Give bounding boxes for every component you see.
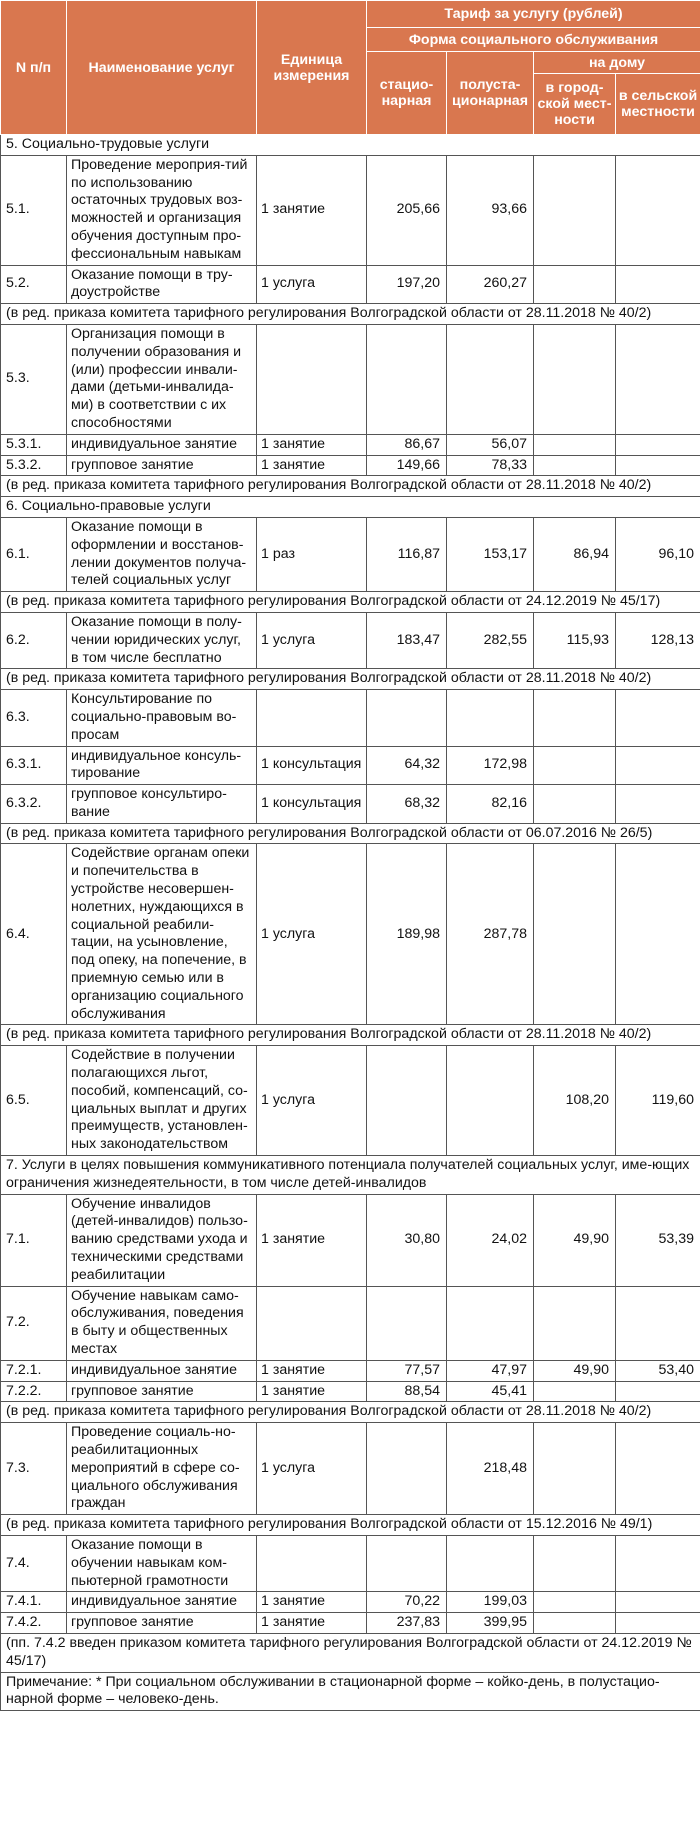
service-code: 7.4.: [1, 1535, 67, 1591]
semistationary-price: [447, 1046, 534, 1156]
amendment-note: (в ред. приказа комитета тарифного регулирования Волгоградской области от 15.12.2016 № 49/1): [1, 1515, 700, 1536]
rural-price: [616, 1423, 700, 1515]
urban-price: [534, 844, 616, 1025]
urban-price: [534, 1381, 616, 1402]
urban-price: [534, 690, 616, 746]
table-row: [1, 1535, 700, 1591]
service-code: 7.2.: [1, 1286, 67, 1360]
service-name: Оказание помощи в обучении навыкам ком-пьютерной грамотности: [67, 1535, 257, 1591]
service-name: групповое занятие: [67, 1613, 257, 1634]
service-name: индивидуальное занятие: [67, 1360, 257, 1381]
rural-price: [616, 746, 700, 785]
rural-price: [616, 1592, 700, 1613]
rural-price: [616, 455, 700, 476]
table-row: [1, 612, 700, 668]
urban-price: [534, 1535, 616, 1591]
rural-price: [616, 324, 700, 434]
amendment-note: (пп. 7.4.2 введен приказом комитета тарифного регулирования Волгоградской области от 24.12.2019 № 45/17): [1, 1633, 700, 1672]
service-code: 6.3.1.: [1, 746, 67, 785]
service-code: 7.2.2.: [1, 1381, 67, 1402]
service-unit: 1 услуга: [257, 265, 367, 304]
note-row: [1, 669, 700, 690]
section-row: [1, 135, 700, 156]
table-body: [1, 135, 700, 1711]
section-title: 5. Социально-трудовые услуги: [1, 135, 700, 156]
service-name: Проведение социаль-но-реабилитационных мероприятий в сфере со-циального обслуживания граждан: [67, 1423, 257, 1515]
service-unit: 1 услуга: [257, 844, 367, 1025]
semistationary-price: 218,48: [447, 1423, 534, 1515]
note-row: [1, 304, 700, 325]
service-unit: [257, 1286, 367, 1360]
rural-price: 96,10: [616, 517, 700, 591]
semistationary-price: 199,03: [447, 1592, 534, 1613]
service-name: групповое занятие: [67, 455, 257, 476]
note-row: [1, 476, 700, 497]
stationary-price: [367, 690, 447, 746]
semistationary-price: 282,55: [447, 612, 534, 668]
table-row: [1, 1194, 700, 1286]
rural-price: [616, 785, 700, 824]
service-unit: 1 занятие: [257, 1592, 367, 1613]
service-code: 6.1.: [1, 517, 67, 591]
header-tariff: Тариф за услугу (рублей): [367, 1, 700, 28]
header-at-home: на дому: [534, 52, 700, 74]
urban-price: 115,93: [534, 612, 616, 668]
stationary-price: [367, 324, 447, 434]
header-unit: Единица измерения: [257, 1, 367, 135]
section-row: [1, 497, 700, 518]
section-row: [1, 1156, 700, 1195]
semistationary-price: 153,17: [447, 517, 534, 591]
urban-price: 49,90: [534, 1194, 616, 1286]
service-code: 5.3.: [1, 324, 67, 434]
table-header: [1, 1, 700, 135]
urban-price: 108,20: [534, 1046, 616, 1156]
table-row: [1, 324, 700, 434]
table-row: [1, 690, 700, 746]
table-row: [1, 1592, 700, 1613]
stationary-price: 30,80: [367, 1194, 447, 1286]
amendment-note: (в ред. приказа комитета тарифного регулирования Волгоградской области от 28.11.2018 № 40/2): [1, 669, 700, 690]
service-name: групповое консультиро-вание: [67, 785, 257, 824]
section-title: 7. Услуги в целях повышения коммуникативного потенциала получателей социальных услуг, име-ющих ограничения жизнедеятельности, в том числе детей-инвалидов: [1, 1156, 700, 1195]
urban-price: [534, 434, 616, 455]
header-stationary: стацио-нарная: [367, 52, 447, 135]
service-unit: 1 услуга: [257, 612, 367, 668]
service-code: 5.1.: [1, 155, 67, 265]
stationary-price: 116,87: [367, 517, 447, 591]
rural-price: 53,39: [616, 1194, 700, 1286]
service-name: индивидуальное занятие: [67, 1592, 257, 1613]
service-name: Оказание помощи в оформлении и восстанов-лении документов получа-телей социальных услуг: [67, 517, 257, 591]
table-row: [1, 1613, 700, 1634]
urban-price: [534, 746, 616, 785]
service-name: Содействие органам опеки и попечительства в устройстве несовершен-нолетних, нуждающихся в социальной реабили-тации, на усыновление, под опеку, на попечение, в приемную семью или в организацию социального обслуживания: [67, 844, 257, 1025]
service-code: 7.3.: [1, 1423, 67, 1515]
header-service-name: Наименование услуг: [67, 1, 257, 135]
urban-price: 86,94: [534, 517, 616, 591]
stationary-price: [367, 1286, 447, 1360]
urban-price: [534, 324, 616, 434]
note-row: [1, 1402, 700, 1423]
note-row: [1, 1025, 700, 1046]
table-row: [1, 1381, 700, 1402]
stationary-price: 183,47: [367, 612, 447, 668]
semistationary-price: 47,97: [447, 1360, 534, 1381]
table-row: [1, 517, 700, 591]
service-code: 6.5.: [1, 1046, 67, 1156]
service-name: Организация помощи в получении образования и (или) профессии инвали-дами (детьми-инвалида-ми) в соответствии с их способностями: [67, 324, 257, 434]
semistationary-price: 82,16: [447, 785, 534, 824]
header-urban: в город-ской мест-ности: [534, 74, 616, 135]
semistationary-price: 56,07: [447, 434, 534, 455]
table-row: [1, 1423, 700, 1515]
service-code: 7.1.: [1, 1194, 67, 1286]
table-row: [1, 844, 700, 1025]
semistationary-price: [447, 690, 534, 746]
table-row: [1, 434, 700, 455]
service-name: индивидуальное консуль-тирование: [67, 746, 257, 785]
service-name: групповое занятие: [67, 1381, 257, 1402]
service-code: 6.2.: [1, 612, 67, 668]
amendment-note: (в ред. приказа комитета тарифного регулирования Волгоградской области от 28.11.2018 № 40/2): [1, 476, 700, 497]
urban-price: [534, 1286, 616, 1360]
section-title: 6. Социально-правовые услуги: [1, 497, 700, 518]
semistationary-price: 399,95: [447, 1613, 534, 1634]
note-row: [1, 823, 700, 844]
stationary-price: 205,66: [367, 155, 447, 265]
urban-price: [534, 785, 616, 824]
service-unit: 1 занятие: [257, 1360, 367, 1381]
semistationary-price: 172,98: [447, 746, 534, 785]
service-unit: 1 консультация: [257, 785, 367, 824]
amendment-note: (в ред. приказа комитета тарифного регулирования Волгоградской области от 28.11.2018 № 40/2): [1, 304, 700, 325]
rural-price: [616, 1613, 700, 1634]
stationary-price: 64,32: [367, 746, 447, 785]
service-unit: [257, 1535, 367, 1591]
stationary-price: 68,32: [367, 785, 447, 824]
service-name: Содействие в получении полагающихся льгот, пособий, компенсаций, со-циальных выплат и других преимуществ, установлен-ных законодательством: [67, 1046, 257, 1156]
service-code: 5.3.2.: [1, 455, 67, 476]
service-unit: 1 занятие: [257, 155, 367, 265]
service-unit: 1 занятие: [257, 1613, 367, 1634]
stationary-price: 86,67: [367, 434, 447, 455]
semistationary-price: 24,02: [447, 1194, 534, 1286]
note-row: [1, 592, 700, 613]
note-row: [1, 1672, 700, 1711]
semistationary-price: [447, 324, 534, 434]
note-row: [1, 1633, 700, 1672]
table-row: [1, 1046, 700, 1156]
stationary-price: 189,98: [367, 844, 447, 1025]
service-code: 6.3.: [1, 690, 67, 746]
service-unit: 1 услуга: [257, 1046, 367, 1156]
semistationary-price: 287,78: [447, 844, 534, 1025]
service-unit: [257, 324, 367, 434]
rural-price: 128,13: [616, 612, 700, 668]
table-row: [1, 746, 700, 785]
table-row: [1, 1286, 700, 1360]
note-row: [1, 1515, 700, 1536]
rural-price: [616, 1381, 700, 1402]
service-unit: 1 занятие: [257, 434, 367, 455]
semistationary-price: [447, 1286, 534, 1360]
stationary-price: 237,83: [367, 1613, 447, 1634]
service-name: Обучение навыкам само-обслуживания, поведения в быту и общественных местах: [67, 1286, 257, 1360]
service-unit: [257, 690, 367, 746]
rural-price: 119,60: [616, 1046, 700, 1156]
amendment-note: (в ред. приказа комитета тарифного регулирования Волгоградской области от 06.07.2016 № 26/5): [1, 823, 700, 844]
table-row: [1, 455, 700, 476]
table-row: [1, 265, 700, 304]
rural-price: [616, 434, 700, 455]
rural-price: [616, 1286, 700, 1360]
table-row: [1, 785, 700, 824]
rural-price: [616, 844, 700, 1025]
urban-price: [534, 1592, 616, 1613]
amendment-note: Примечание: * При социальном обслуживании в стационарной форме – койко-день, в полустацио-нарной форме – человеко-день.: [1, 1672, 700, 1711]
service-code: 7.4.1.: [1, 1592, 67, 1613]
service-unit: 1 занятие: [257, 455, 367, 476]
service-unit: 1 консультация: [257, 746, 367, 785]
urban-price: [534, 455, 616, 476]
table-row: [1, 155, 700, 265]
service-name: Оказание помощи в полу-чении юридических услуг, в том числе бесплатно: [67, 612, 257, 668]
urban-price: [534, 155, 616, 265]
rural-price: [616, 1535, 700, 1591]
semistationary-price: [447, 1535, 534, 1591]
semistationary-price: 93,66: [447, 155, 534, 265]
service-name: индивидуальное занятие: [67, 434, 257, 455]
service-name: Оказание помощи в тру-доустройстве: [67, 265, 257, 304]
service-unit: 1 занятие: [257, 1381, 367, 1402]
service-name: Обучение инвалидов (детей-инвалидов) пользо-ванию средствами ухода и техническими средствами реабилитации: [67, 1194, 257, 1286]
urban-price: [534, 265, 616, 304]
stationary-price: 88,54: [367, 1381, 447, 1402]
stationary-price: 197,20: [367, 265, 447, 304]
semistationary-price: 78,33: [447, 455, 534, 476]
service-code: 7.2.1.: [1, 1360, 67, 1381]
service-code: 6.4.: [1, 844, 67, 1025]
service-unit: 1 услуга: [257, 1423, 367, 1515]
urban-price: [534, 1613, 616, 1634]
stationary-price: 70,22: [367, 1592, 447, 1613]
rural-price: [616, 265, 700, 304]
service-unit: 1 раз: [257, 517, 367, 591]
header-rural: в сельской местности: [616, 74, 700, 135]
rural-price: [616, 155, 700, 265]
service-code: 5.3.1.: [1, 434, 67, 455]
header-service-form: Форма социального обслуживания: [367, 28, 700, 52]
stationary-price: 149,66: [367, 455, 447, 476]
stationary-price: 77,57: [367, 1360, 447, 1381]
semistationary-price: 45,41: [447, 1381, 534, 1402]
header-number: N п/п: [1, 1, 67, 135]
semistationary-price: 260,27: [447, 265, 534, 304]
stationary-price: [367, 1046, 447, 1156]
stationary-price: [367, 1535, 447, 1591]
service-name: Проведение мероприя-тий по использованию остаточных трудовых воз-можностей и организация обучения доступным про-фессиональным навыкам: [67, 155, 257, 265]
header-semistationary: полуста-ционарная: [447, 52, 534, 135]
urban-price: [534, 1423, 616, 1515]
amendment-note: (в ред. приказа комитета тарифного регулирования Волгоградской области от 28.11.2018 № 40/2): [1, 1402, 700, 1423]
stationary-price: [367, 1423, 447, 1515]
table-row: [1, 1360, 700, 1381]
service-code: 5.2.: [1, 265, 67, 304]
urban-price: 49,90: [534, 1360, 616, 1381]
amendment-note: (в ред. приказа комитета тарифного регулирования Волгоградской области от 28.11.2018 № 40/2): [1, 1025, 700, 1046]
rural-price: 53,40: [616, 1360, 700, 1381]
rural-price: [616, 690, 700, 746]
amendment-note: (в ред. приказа комитета тарифного регулирования Волгоградской области от 24.12.2019 № 45/17): [1, 592, 700, 613]
service-unit: 1 занятие: [257, 1194, 367, 1286]
service-code: 6.3.2.: [1, 785, 67, 824]
service-name: Консультирование по социально-правовым во-просам: [67, 690, 257, 746]
service-code: 7.4.2.: [1, 1613, 67, 1634]
